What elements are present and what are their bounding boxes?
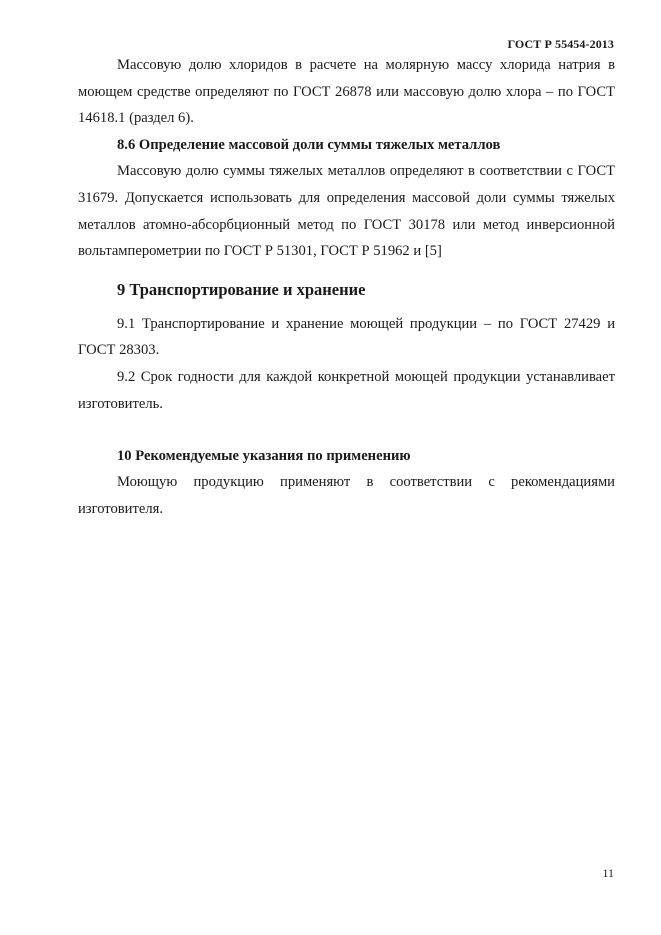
paragraph-heavy-metals: [78, 158, 615, 264]
heading-9: 9 Транспортирование и хранение: [117, 279, 366, 299]
paragraph-9-2: [78, 364, 615, 417]
page-number: 11: [602, 866, 614, 880]
paragraph-9-1: [78, 311, 615, 364]
paragraph-9-1-text: 9.1 Транспортирование и хранение моющей продукции – по ГОСТ 27429 и ГОСТ 28303.: [78, 315, 615, 359]
paragraph-10-text: Моющую продукцию применяют в соответствии с рекомендациями изготовителя.: [78, 474, 615, 517]
heading-10: 10 Рекомендуемые указания по применению: [117, 448, 411, 465]
paragraph-9-2-text: 9.2 Срок годности для каждой конкретной моющей продукции устанавливает изготовитель.: [78, 368, 615, 412]
paragraph-10: [78, 469, 615, 522]
document-body: [78, 52, 615, 522]
paragraph-heavy-metals-text: Массовую долю суммы тяжелых металлов определяют в соответствии с ГОСТ 31679. Допускается использовать для определения массовой доли суммы тяжелых металлов атомно-абсорбционный метод по ГОСТ 30178 или метод инверсионной вольтамперометрии по ГОСТ Р 51301, ГОСТ Р 51962 и [5]: [78, 163, 615, 260]
document-header-id: ГОСТ Р 55454-2013: [507, 37, 614, 51]
heading-8-6: 8.6 Определение массовой доли суммы тяжелых металлов: [117, 136, 501, 153]
paragraph-chlorides-text: Массовую долю хлоридов в расчете на молярную массу хлорида натрия в моющем средстве определяют по ГОСТ 26878 или массовую долю хлора – по ГОСТ 14618.1 (раздел 6).: [78, 57, 615, 127]
paragraph-chlorides: [78, 52, 615, 132]
